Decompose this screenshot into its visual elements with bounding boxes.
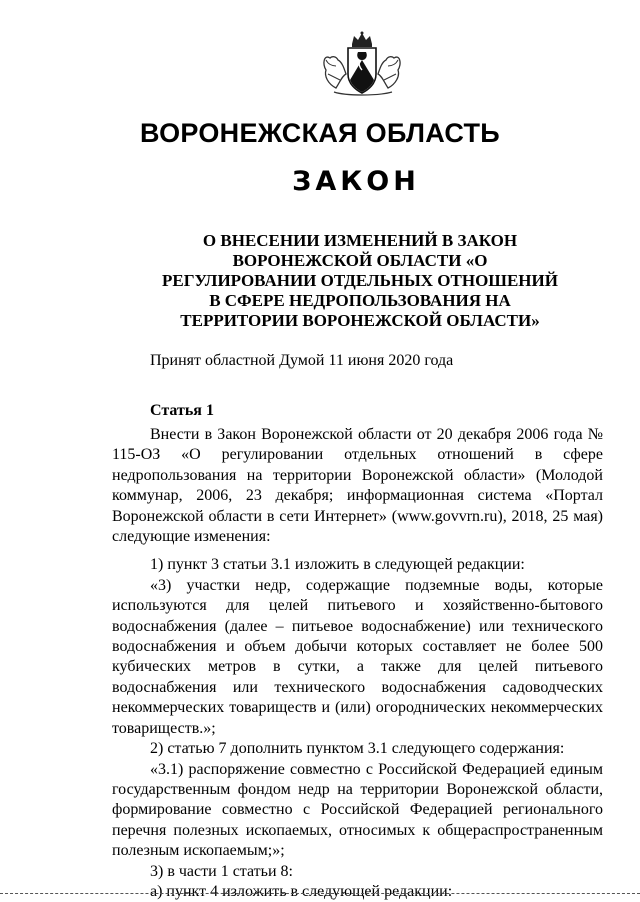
document-type: ЗАКОН <box>292 166 420 197</box>
law-name-line: О ВНЕСЕНИИ ИЗМЕНЕНИЙ В ЗАКОН <box>202 231 518 250</box>
paragraph: «3) участки недр, содержащие подземные воды, которые используются для целей питьевого и хозяйственно-бытового водоснабжения (далее – питьевое водоснабжение) или технического водоснабжения и объем добычи которых составляет не более 500 кубических метров в сутки, а также для целей питьевого водоснабжения или технического водоснабжения садоводческих некоммерческих товариществ и (или) огороднических некоммерческих товариществ.»; <box>112 576 603 737</box>
region-title: ВОРОНЕЖСКАЯ ОБЛАСТЬ <box>139 118 501 148</box>
paragraph: 1) пункт 3 статьи 3.1 изложить в следующей редакции: <box>150 556 525 574</box>
law-name <box>160 231 560 331</box>
adoption-note: Принят областной Думой 11 июня 2020 года <box>150 352 454 369</box>
coat-of-arms-icon <box>316 30 412 98</box>
page-edge-line <box>0 893 640 894</box>
law-name-line: РЕГУЛИРОВАНИИ ОТДЕЛЬНЫХ ОТНОШЕНИЙ <box>162 271 558 290</box>
paragraph: «3.1) распоряжение совместно с Российской Федерацией единым государственным фондом недр на территории Воронежской области, формирование совместно с Российской Федерацией регионального перечня полезных ископаемых, относимых к общераспространенным полезным ископаемым;»; <box>112 760 603 860</box>
law-name-line: ТЕРРИТОРИИ ВОРОНЕЖСКОЙ ОБЛАСТИ» <box>180 311 540 330</box>
law-name-line: ВОРОНЕЖСКОЙ ОБЛАСТИ «О <box>232 251 488 270</box>
paragraph: Внести в Закон Воронежской области от 20 декабря 2006 года № 115-ОЗ «О регулировании отдельных отношений в сфере недропользования на территории Воронежской области» (Молодой коммунар, 2006, 23 декабря; информационная система «Портал Воронежской области в сети Интернет» (www.govvrn.ru), 2018, 25 мая) следующие изменения: <box>112 426 603 546</box>
paragraph: 2) статью 7 дополнить пунктом 3.1 следующего содержания: <box>150 740 565 758</box>
paragraph: а) пункт 4 изложить в следующей редакции: <box>150 882 453 900</box>
paragraph: 3) в части 1 статьи 8: <box>150 862 293 880</box>
article-body <box>112 425 603 902</box>
law-name-line: В СФЕРЕ НЕДРОПОЛЬЗОВАНИЯ НА <box>209 291 511 310</box>
article-heading: Статья 1 <box>150 402 214 419</box>
